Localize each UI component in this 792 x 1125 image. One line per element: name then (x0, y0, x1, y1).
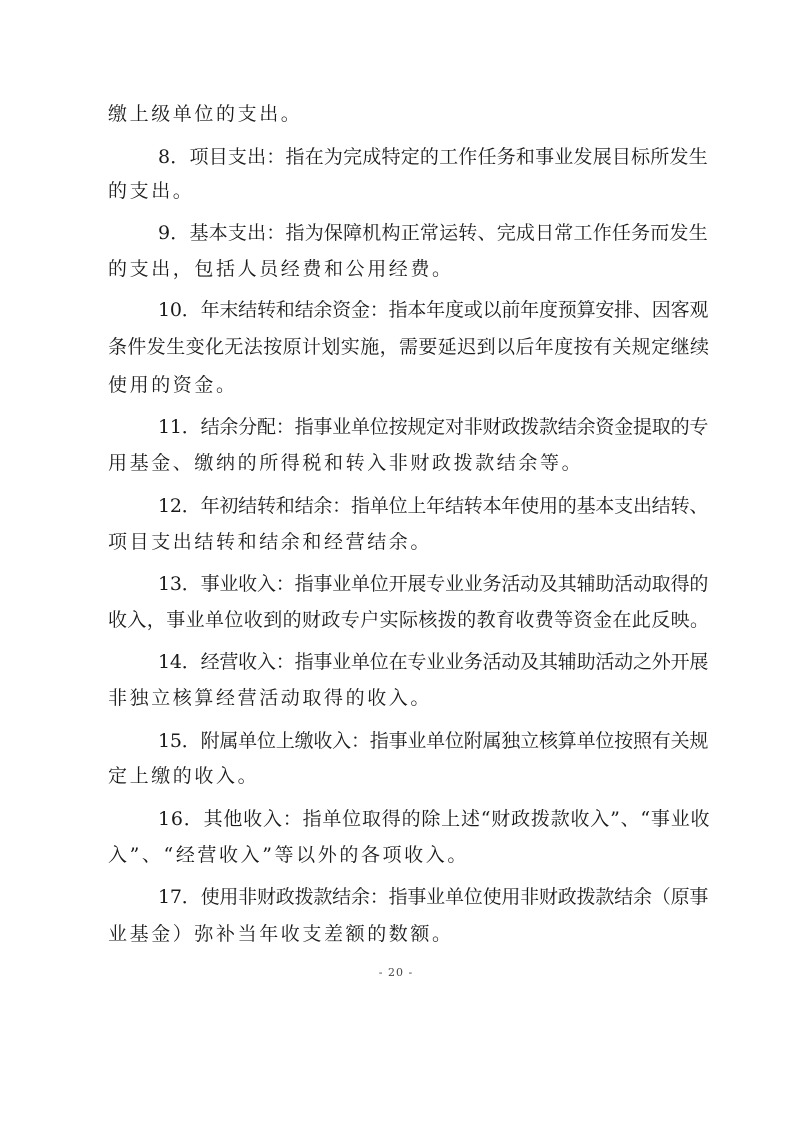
paragraph-13-line-1: 13．事业收入：指事业单位开展专业业务活动及其辅助活动取得的 (158, 573, 709, 595)
paragraph-9-line-2: 的支出，包括人员经费和公用经费。 (108, 258, 454, 280)
paragraph-16-line-1: 16．其他收入：指单位取得的除上述“财政拨款收入”、“事业收 (158, 808, 711, 830)
paragraph-11-line-2: 用基金、缴纳的所得税和转入非财政拨款结余等。 (108, 452, 584, 474)
paragraph-16-line-2: 入”、“经营收入”等以外的各项收入。 (108, 844, 469, 866)
paragraph-11-line-1: 11．结余分配：指事业单位按规定对非财政拨款结余资金提取的专 (158, 416, 709, 438)
paragraph-12-line-1: 12．年初结转和结余：指单位上年结转本年使用的基本支出结转、 (158, 495, 709, 517)
paragraph-10-line-3: 使用的资金。 (108, 374, 238, 396)
paragraph-8-line-2: 的支出。 (108, 180, 195, 202)
paragraph-10-line-2: 条件发生变化无法按原计划实施，需要延迟到以后年度按有关规定继续 (108, 336, 710, 358)
paragraph-14-line-2: 非独立核算经营活动取得的收入。 (108, 687, 433, 709)
paragraph-17-line-2: 业基金）弥补当年收支差额的数额。 (108, 923, 454, 945)
paragraph-14-line-1: 14．经营收入：指事业单位在专业业务活动及其辅助活动之外开展 (158, 651, 709, 673)
paragraph-15-line-2: 定上缴的收入。 (108, 765, 260, 787)
paragraph-17-line-1: 17．使用非财政拨款结余：指事业单位使用非财政拨款结余（原事 (158, 886, 709, 908)
page-number: - 20 - (378, 966, 414, 979)
paragraph-9-line-1: 9．基本支出：指为保障机构正常运转、完成日常工作任务而发生 (158, 222, 708, 244)
text-line: 缴上级单位的支出。 (108, 103, 303, 125)
paragraph-15-line-1: 15．附属单位上缴收入：指事业单位附属独立核算单位按照有关规 (158, 730, 709, 752)
paragraph-10-line-1: 10．年末结转和结余资金：指本年度或以前年度预算安排、因客观 (158, 299, 709, 321)
paragraph-13-line-2: 收入，事业单位收到的财政专户实际核拨的教育收费等资金在此反映。 (108, 609, 710, 631)
paragraph-12-line-2: 项目支出结转和结余和经营结余。 (108, 531, 433, 553)
paragraph-8-line-1: 8．项目支出：指在为完成特定的工作任务和事业发展目标所发生 (158, 146, 708, 168)
